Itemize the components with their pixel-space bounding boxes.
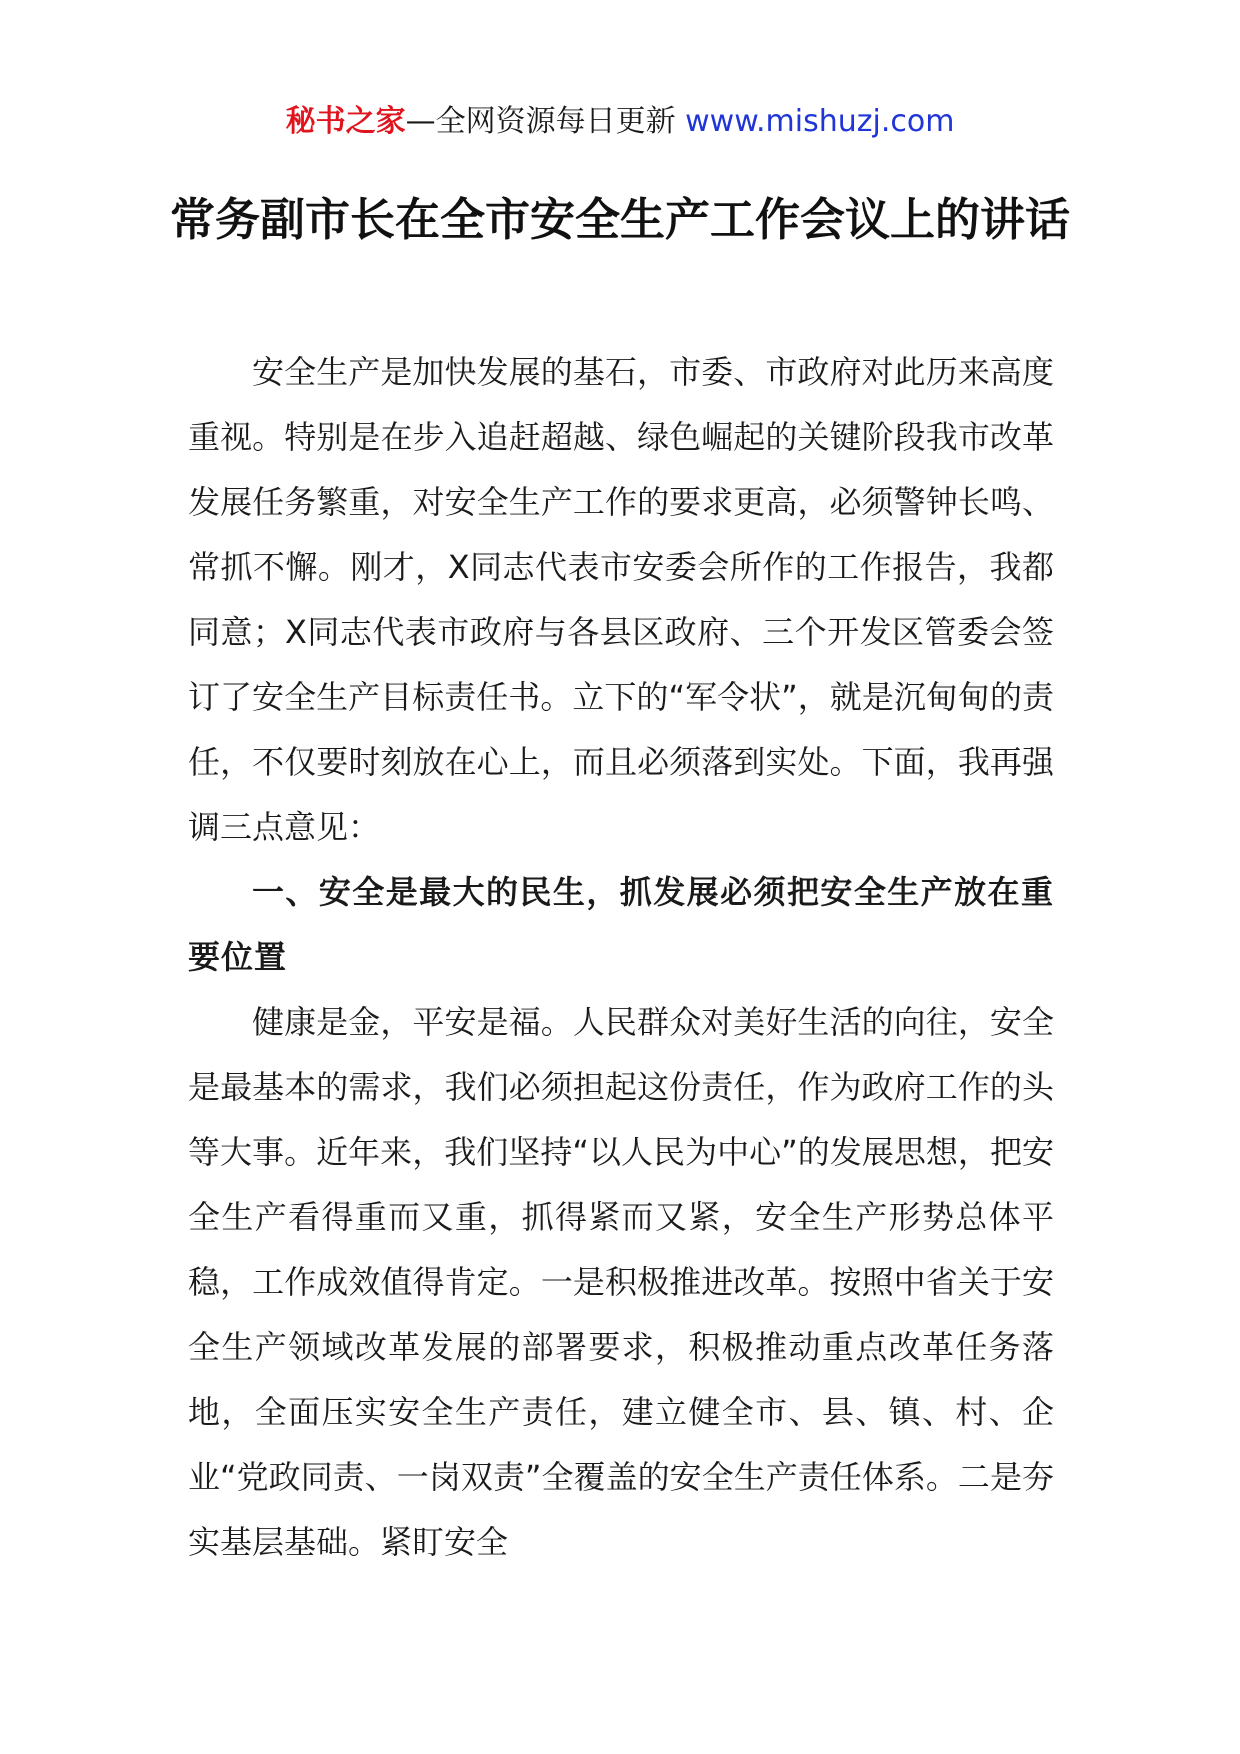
site-url-link[interactable]: www.mishuzj.com	[685, 104, 955, 139]
document-title: 常务副市长在全市安全生产工作会议上的讲话	[169, 193, 1070, 246]
document-body	[188, 340, 1054, 1575]
site-header	[0, 100, 1240, 144]
section-heading: 一、安全是最大的民生，抓发展必须把安全生产放在重要位置	[188, 873, 1054, 976]
section-paragraph: 健康是金，平安是福。人民群众对美好生活的向往，安全是最基本的需求，我们必须担起这份责任，作为政府工作的头等大事。近年来，我们坚持“以人民为中心”的发展思想，把安全生产看得重而又重，抓得紧而又紧，安全生产形势总体平稳，工作成效值得肯定。一是积极推进改革。按照中省关于安全生产领域改革发展的部署要求，积极推动重点改革任务落地，全面压实安全生产责任，建立健全市、县、镇、村、企业“党政同责、一岗双责”全覆盖的安全生产责任体系。二是夯实基层基础。紧盯安全	[188, 1003, 1054, 1561]
intro-paragraph: 安全生产是加快发展的基石，市委、市政府对此历来高度重视。特别是在步入追赶超越、绿色崛起的关键阶段我市改革发展任务繁重，对安全生产工作的要求更高，必须警钟长鸣、常抓不懈。刚才，X同志代表市安委会所作的工作报告，我都同意；X同志代表市政府与各县区政府、三个开发区管委会签订了安全生产目标责任书。立下的“军令状”，就是沉甸甸的责任，不仅要时刻放在心上，而且必须落到实处。下面，我再强调三点意见：	[188, 353, 1054, 846]
header-slogan: —全网资源每日更新	[405, 104, 676, 139]
brand-name: 秘书之家	[285, 104, 406, 139]
